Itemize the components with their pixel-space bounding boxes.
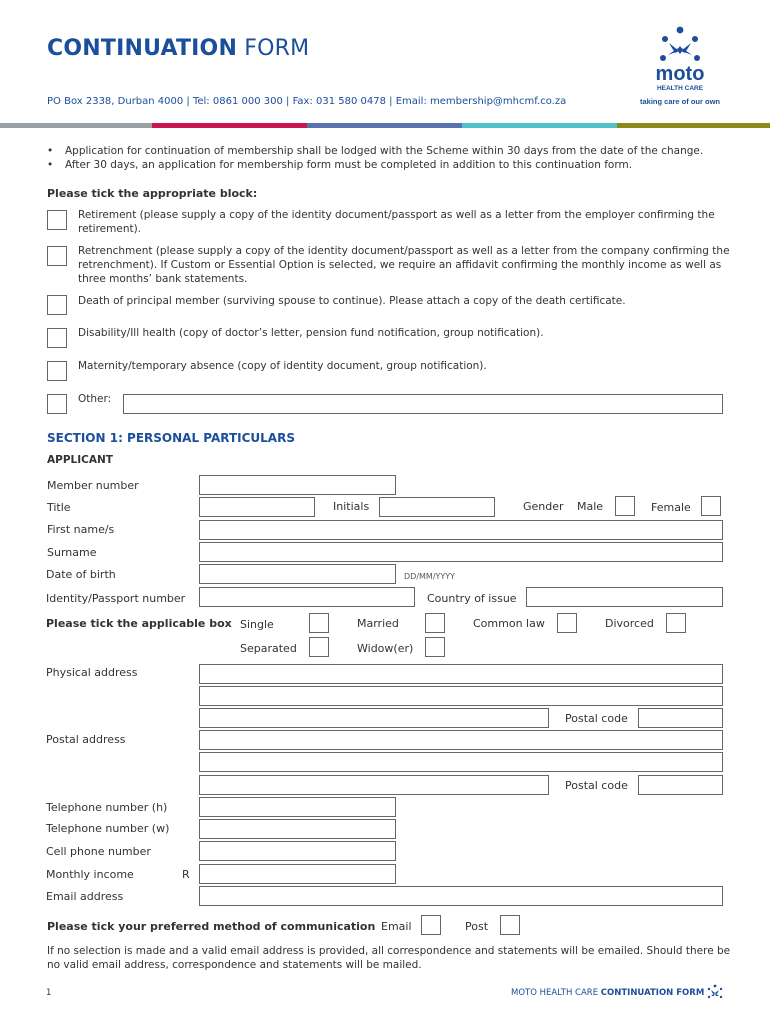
retirement-checkbox[interactable] bbox=[47, 210, 67, 230]
footer-text bbox=[511, 988, 704, 998]
surname-label: Surname bbox=[47, 546, 97, 559]
divorced-label: Divorced bbox=[605, 617, 654, 630]
postal-address-line2[interactable] bbox=[199, 752, 723, 772]
tel-home-input[interactable] bbox=[199, 797, 396, 817]
female-label: Female bbox=[651, 501, 691, 514]
initials-label: Initials bbox=[333, 500, 370, 513]
single-checkbox[interactable] bbox=[309, 613, 329, 633]
option-disability: Disability/Ill health (copy of doctor’s letter, pension fund notification, group notification). bbox=[78, 327, 544, 339]
widower-label: Widow(er) bbox=[357, 642, 414, 655]
country-issue-input[interactable] bbox=[526, 587, 723, 607]
physical-postal-code-input[interactable] bbox=[638, 708, 723, 728]
common-law-label: Common law bbox=[473, 617, 545, 630]
title-input[interactable] bbox=[199, 497, 315, 517]
title-label: Title bbox=[47, 501, 71, 514]
gender-label: Gender bbox=[523, 500, 564, 513]
stripe-red bbox=[152, 123, 307, 128]
option-maternity: Maternity/temporary absence (copy of identity document, group notification). bbox=[78, 360, 487, 372]
id-passport-label: Identity/Passport number bbox=[46, 592, 186, 605]
physical-address-line2[interactable] bbox=[199, 686, 723, 706]
dob-hint: DD/MM/YYYY bbox=[404, 572, 456, 581]
tel-work-label: Telephone number (w) bbox=[46, 822, 170, 835]
email-label: Email address bbox=[46, 890, 124, 903]
postal-address-label: Postal address bbox=[46, 733, 126, 746]
postal-postal-code-label: Postal code bbox=[565, 779, 628, 792]
marital-heading: Please tick the applicable box bbox=[46, 617, 232, 630]
form-title bbox=[47, 36, 309, 61]
tagline: taking care of our own bbox=[639, 97, 721, 106]
page-number: 1 bbox=[46, 988, 52, 998]
maternity-checkbox[interactable] bbox=[47, 361, 67, 381]
form-title-rest: FORM bbox=[244, 36, 310, 61]
dob-label: Date of birth bbox=[46, 568, 116, 581]
single-label: Single bbox=[240, 618, 274, 631]
first-names-input[interactable] bbox=[199, 520, 723, 540]
female-checkbox[interactable] bbox=[701, 496, 721, 516]
comm-post-checkbox[interactable] bbox=[500, 915, 520, 935]
stripe-grey bbox=[0, 123, 152, 128]
monthly-income-input[interactable] bbox=[199, 864, 396, 884]
country-issue-label: Country of issue bbox=[427, 592, 517, 605]
member-number-label: Member number bbox=[47, 479, 139, 492]
tel-work-input[interactable] bbox=[199, 819, 396, 839]
widower-checkbox[interactable] bbox=[425, 637, 445, 657]
surname-input[interactable] bbox=[199, 542, 723, 562]
applicant-heading: APPLICANT bbox=[47, 454, 113, 466]
intro-bullet: • After 30 days, an application for membership form must be completed in addition to this continuation form. bbox=[47, 159, 633, 171]
comm-email-label: Email bbox=[381, 920, 412, 933]
logo-sub: HEALTH CARE bbox=[656, 85, 704, 92]
male-checkbox[interactable] bbox=[615, 496, 635, 516]
married-checkbox[interactable] bbox=[425, 613, 445, 633]
physical-address-label: Physical address bbox=[46, 666, 138, 679]
postal-postal-code-input[interactable] bbox=[638, 775, 723, 795]
email-input[interactable] bbox=[199, 886, 723, 906]
stripe-blue bbox=[307, 123, 462, 128]
footer-right: CONTINUATION FORM bbox=[600, 988, 705, 998]
male-label: Male bbox=[577, 500, 604, 513]
separated-label: Separated bbox=[240, 642, 297, 655]
postal-address-line3[interactable] bbox=[199, 775, 549, 795]
logo-word: moto bbox=[655, 63, 705, 85]
divorced-checkbox[interactable] bbox=[666, 613, 686, 633]
member-number-input[interactable] bbox=[199, 475, 396, 495]
other-checkbox[interactable] bbox=[47, 394, 67, 414]
physical-address-line3[interactable] bbox=[199, 708, 549, 728]
death-checkbox[interactable] bbox=[47, 295, 67, 315]
cell-label: Cell phone number bbox=[46, 845, 151, 858]
comm-heading: Please tick your preferred method of communication bbox=[47, 920, 376, 933]
physical-address-line1[interactable] bbox=[199, 664, 723, 684]
other-input[interactable] bbox=[123, 394, 723, 414]
comm-email-checkbox[interactable] bbox=[421, 915, 441, 935]
option-other: Other: bbox=[78, 393, 112, 405]
stripe-teal bbox=[462, 123, 617, 128]
section1-title: SECTION 1: PERSONAL PARTICULARS bbox=[47, 431, 295, 445]
tel-home-label: Telephone number (h) bbox=[46, 801, 168, 814]
initials-input[interactable] bbox=[379, 497, 495, 517]
first-names-label: First name/s bbox=[47, 523, 115, 536]
moto-logo-icon bbox=[635, 22, 735, 108]
option-death: Death of principal member (surviving spouse to continue). Please attach a copy of the death certificate. bbox=[78, 295, 626, 307]
retrenchment-checkbox[interactable] bbox=[47, 246, 67, 266]
footer-left: MOTO HEALTH CARE bbox=[511, 988, 599, 998]
footer-logo-icon bbox=[706, 984, 724, 1002]
id-passport-input[interactable] bbox=[199, 587, 415, 607]
disability-checkbox[interactable] bbox=[47, 328, 67, 348]
cell-input[interactable] bbox=[199, 841, 396, 861]
comm-post-label: Post bbox=[465, 920, 489, 933]
monthly-income-label: Monthly income bbox=[46, 868, 134, 881]
postal-address-line1[interactable] bbox=[199, 730, 723, 750]
moto-logo bbox=[635, 22, 735, 108]
intro-bullet: • Application for continuation of membership shall be lodged with the Scheme within 30 days from the date of the change. bbox=[47, 145, 704, 157]
married-label: Married bbox=[357, 617, 399, 630]
separated-checkbox[interactable] bbox=[309, 637, 329, 657]
option-retirement: Retirement (please supply a copy of the identity document/passport as well as a letter from the employer confirming the retirement). bbox=[78, 209, 715, 235]
tick-heading: Please tick the appropriate block: bbox=[47, 187, 258, 200]
dob-input[interactable] bbox=[199, 564, 396, 584]
currency-label: R bbox=[182, 868, 190, 881]
comm-note: If no selection is made and a valid email address is provided, all correspondence and statements will be emailed. Should there be no valid email address, correspondence and statements will be mailed. bbox=[47, 945, 731, 971]
form-title-bold: CONTINUATION bbox=[47, 36, 238, 61]
option-retrenchment: Retrenchment (please supply a copy of the identity document/passport as well as a letter from the company confirming the retrenchment). If Custom or Essential Option is selected, we require an affidavit confirming the monthly income as well as three months’ bank statements. bbox=[78, 245, 730, 285]
stripe-olive bbox=[617, 123, 770, 128]
contact-info: PO Box 2338, Durban 4000 | Tel: 0861 000 300 | Fax: 031 580 0478 | Email: membership@mhcmf.co.za bbox=[47, 96, 567, 107]
physical-postal-code-label: Postal code bbox=[565, 712, 628, 725]
common-law-checkbox[interactable] bbox=[557, 613, 577, 633]
